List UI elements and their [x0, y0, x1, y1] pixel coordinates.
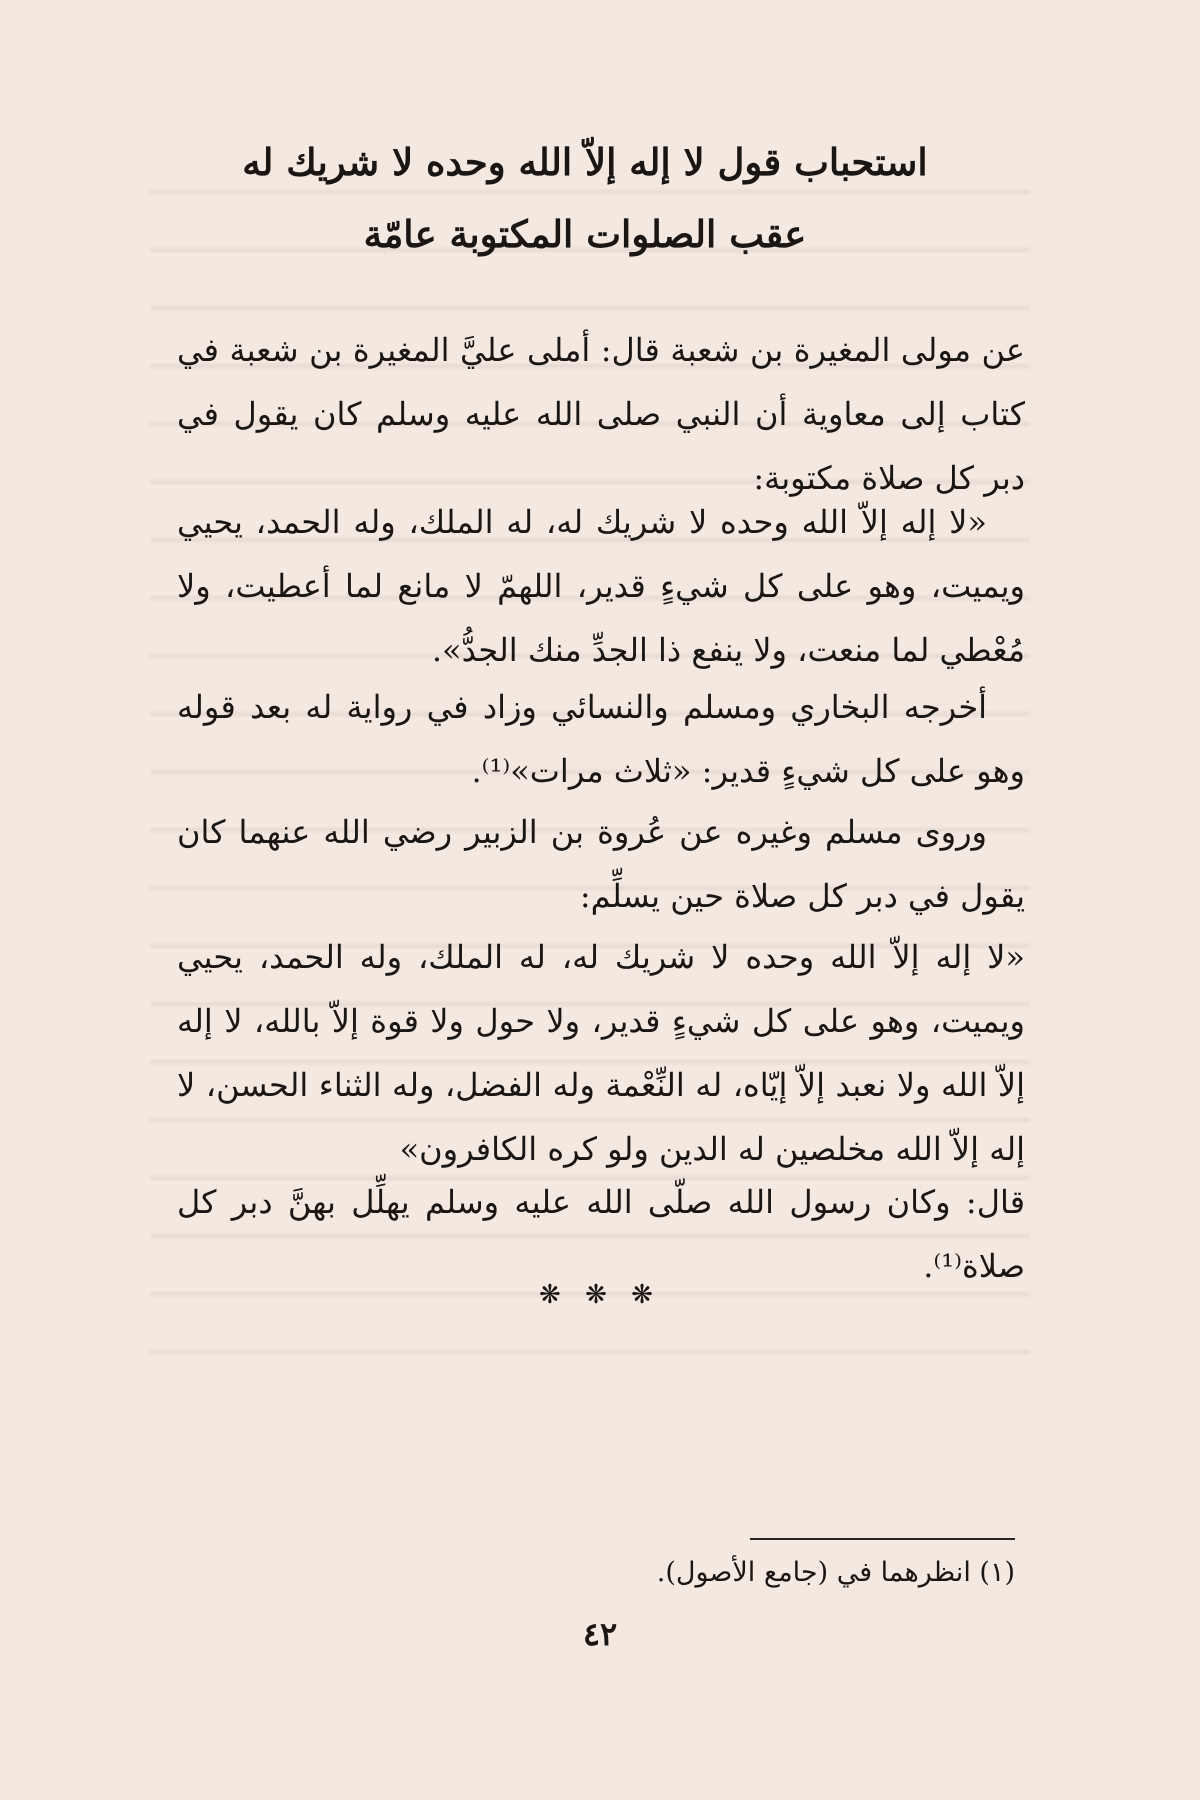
- paragraph-text: «لا إله إلاّ الله وحده لا شريك له، له الملك، وله الحمد، يحيي ويميت، وهو على كل شيءٍ قدير، اللهمّ لا مانع لما أعطيت، ولا مُعْطي لما منعت، ولا ينفع ذا الجدِّ منك الجدُّ».: [177, 503, 1026, 669]
- paragraph-text: «لا إله إلاّ الله وحده لا شريك له، له الملك، وله الحمد، يحيي ويميت، وهو على كل شيءٍ قدير، ولا حول ولا قوة إلاّ بالله، لا إله إلاّ الله ولا نعبد إلاّ إيّاه، له النِّعْمة وله الفضل، وله الثناء الحسن، لا إله إلاّ الله مخلصين له الدين ولو كره الكافرون»: [177, 938, 1026, 1168]
- paragraph-narration-2: [177, 800, 1025, 928]
- page-number: ٤٢: [582, 1615, 618, 1653]
- paragraph-source-2: [177, 1170, 1025, 1298]
- paragraph-text: قال: وكان رسول الله صلّى الله عليه وسلم يهلِّل بهنَّ دبر كل صلاة⁽¹⁾.: [177, 1183, 1025, 1285]
- paragraph-text: أخرجه البخاري ومسلم والنسائي وزاد في رواية له بعد قوله وهو على كل شيءٍ قدير: «ثلاث مرات»⁽¹⁾.: [177, 688, 1025, 790]
- chapter-title-line-2: عقب الصلوات المكتوبة عامّة: [363, 212, 807, 256]
- paragraph-narration-1: [177, 318, 1025, 510]
- paragraph-dhikr-1: [177, 490, 1025, 682]
- paragraph-source-1: [177, 675, 1025, 803]
- paragraph-text: عن مولى المغيرة بن شعبة قال: أملى عليَّ المغيرة بن شعبة في كتاب إلى معاوية أن النبي صلى الله عليه وسلم كان يقول في دبر كل صلاة مكتوبة:: [177, 331, 1026, 497]
- chapter-title-line-1: استحباب قول لا إله إلاّ الله وحده لا شريك له: [242, 140, 928, 184]
- paragraph-text: وروى مسلم وغيره عن عُروة بن الزبير رضي الله عنهما كان يقول في دبر كل صلاة حين يسلِّم:: [177, 813, 1025, 915]
- footnote: (١) انظرهما في (جامع الأصول).: [656, 1557, 1015, 1588]
- section-separator: ❋ ❋ ❋: [539, 1280, 661, 1310]
- paragraph-dhikr-2: [177, 925, 1025, 1181]
- footnote-rule: [750, 1538, 1015, 1540]
